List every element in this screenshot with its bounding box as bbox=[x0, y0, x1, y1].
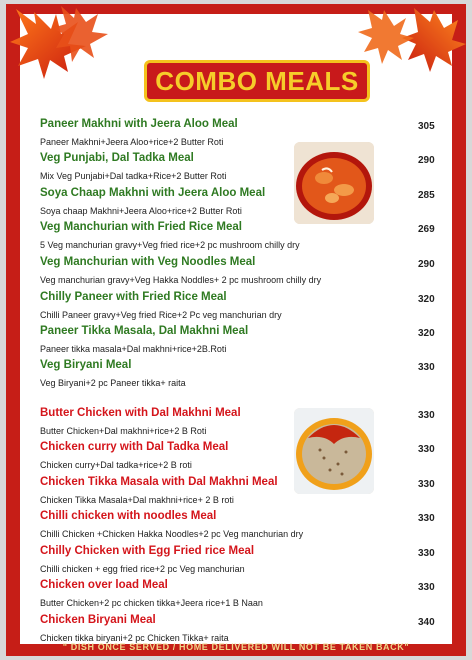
item-name: Chilly Paneer with Fried Rice Meal bbox=[40, 291, 227, 303]
menu-item-veg-3 bbox=[40, 220, 400, 251]
item-name: Chilly Chicken with Egg Fried rice Meal bbox=[40, 545, 255, 557]
item-price: 330 bbox=[418, 444, 435, 455]
item-name: Chicken curry with Dal Tadka Meal bbox=[40, 441, 229, 453]
paneer-makhni-photo bbox=[294, 142, 374, 224]
item-desc: Veg manchurian gravy+Veg Hakka Noddles+ 2 pc mushroom chilly dry bbox=[40, 275, 322, 285]
item-price: 290 bbox=[418, 259, 435, 270]
curry-bowl-image bbox=[294, 142, 374, 224]
item-desc: Mix Veg Punjabi+Dal tadka+Rice+2 Butter Roti bbox=[40, 171, 227, 181]
item-price: 330 bbox=[418, 582, 435, 593]
rice-bowl-image bbox=[294, 408, 374, 494]
item-price: 330 bbox=[418, 513, 435, 524]
item-desc: Chilli chicken + egg fried rice+2 pc Veg manchurian bbox=[40, 564, 245, 574]
maple-leaf-decoration-right bbox=[354, 4, 466, 84]
item-price: 330 bbox=[418, 362, 435, 373]
item-desc: Chicken tikka biryani+2 pc Chicken Tikka+ raita bbox=[40, 633, 229, 643]
item-name: Chicken over load Meal bbox=[40, 579, 168, 591]
chicken-rice-photo bbox=[294, 408, 374, 494]
item-desc: Paneer Makhni+Jeera Aloo+rice+2 Butter Roti bbox=[40, 137, 224, 147]
item-desc: Butter Chicken+2 pc chicken tikka+Jeera rice+1 B Naan bbox=[40, 598, 263, 608]
item-price: 285 bbox=[418, 190, 435, 201]
menu-item-veg-6 bbox=[40, 324, 400, 355]
menu-item-nonveg-4 bbox=[40, 544, 400, 575]
item-price: 330 bbox=[418, 548, 435, 559]
item-name: Chicken Biryani Meal bbox=[40, 614, 156, 626]
menu-page bbox=[6, 4, 466, 656]
item-name: Soya Chaap Makhni with Jeera Aloo Meal bbox=[40, 187, 266, 199]
item-price: 305 bbox=[418, 121, 435, 132]
item-name: Veg Biryani Meal bbox=[40, 359, 132, 371]
item-price: 290 bbox=[418, 155, 435, 166]
item-desc: Veg Biryani+2 pc Paneer tikka+ raita bbox=[40, 378, 186, 388]
item-name: Paneer Makhni with Jeera Aloo Meal bbox=[40, 118, 238, 130]
menu-item-nonveg-5 bbox=[40, 578, 400, 609]
item-name: Chicken Tikka Masala with Dal Makhni Meal bbox=[40, 476, 278, 488]
title-banner bbox=[144, 60, 370, 102]
item-price: 340 bbox=[418, 617, 435, 628]
menu-sheet bbox=[20, 14, 452, 644]
item-price: 330 bbox=[418, 410, 435, 421]
item-name: Butter Chicken with Dal Makhni Meal bbox=[40, 407, 241, 419]
menu-item-veg-4 bbox=[40, 255, 400, 286]
item-desc: Chilli Chicken +Chicken Hakka Noodles+2 pc Veg manchurian dry bbox=[40, 529, 304, 539]
item-price: 269 bbox=[418, 224, 435, 235]
item-price: 320 bbox=[418, 294, 435, 305]
item-desc: Soya chaap Makhni+Jeera Aloo+rice+2 Butter Roti bbox=[40, 206, 242, 216]
maple-leaf-decoration-left bbox=[6, 4, 116, 94]
item-price: 320 bbox=[418, 328, 435, 339]
item-desc: Paneer tikka masala+Dal makhni+rice+2B.Roti bbox=[40, 344, 227, 354]
page-title: COMBO MEALS bbox=[155, 65, 359, 96]
item-name: Veg Manchurian with Fried Rice Meal bbox=[40, 221, 242, 233]
item-desc: Chilli Paneer gravy+Veg fried Rice+2 Pc veg manchurian dry bbox=[40, 310, 282, 320]
item-name: Paneer Tikka Masala, Dal Makhni Meal bbox=[40, 325, 249, 337]
item-desc: Chicken Tikka Masala+Dal makhni+rice+ 2 B roti bbox=[40, 495, 234, 505]
item-desc: 5 Veg manchurian gravy+Veg fried rice+2 pc mushroom chilly dry bbox=[40, 240, 300, 250]
item-name: Chilli chicken with noodles Meal bbox=[40, 510, 217, 522]
item-price: 330 bbox=[418, 479, 435, 490]
item-name: Veg Manchurian with Veg Noodles Meal bbox=[40, 256, 256, 268]
menu-item-veg-7 bbox=[40, 358, 400, 389]
item-desc: Chicken curry+Dal tadka+rice+2 B roti bbox=[40, 460, 192, 470]
item-name: Veg Punjabi, Dal Tadka Meal bbox=[40, 152, 194, 164]
item-desc: Butter Chicken+Dal makhni+rice+2 B Roti bbox=[40, 426, 207, 436]
menu-item-nonveg-3 bbox=[40, 509, 400, 540]
menu-item-veg-5 bbox=[40, 290, 400, 321]
footer-note: " DISH ONCE SERVED / HOME DELIVERED WILL NOT BE TAKEN BACK" bbox=[62, 641, 410, 652]
